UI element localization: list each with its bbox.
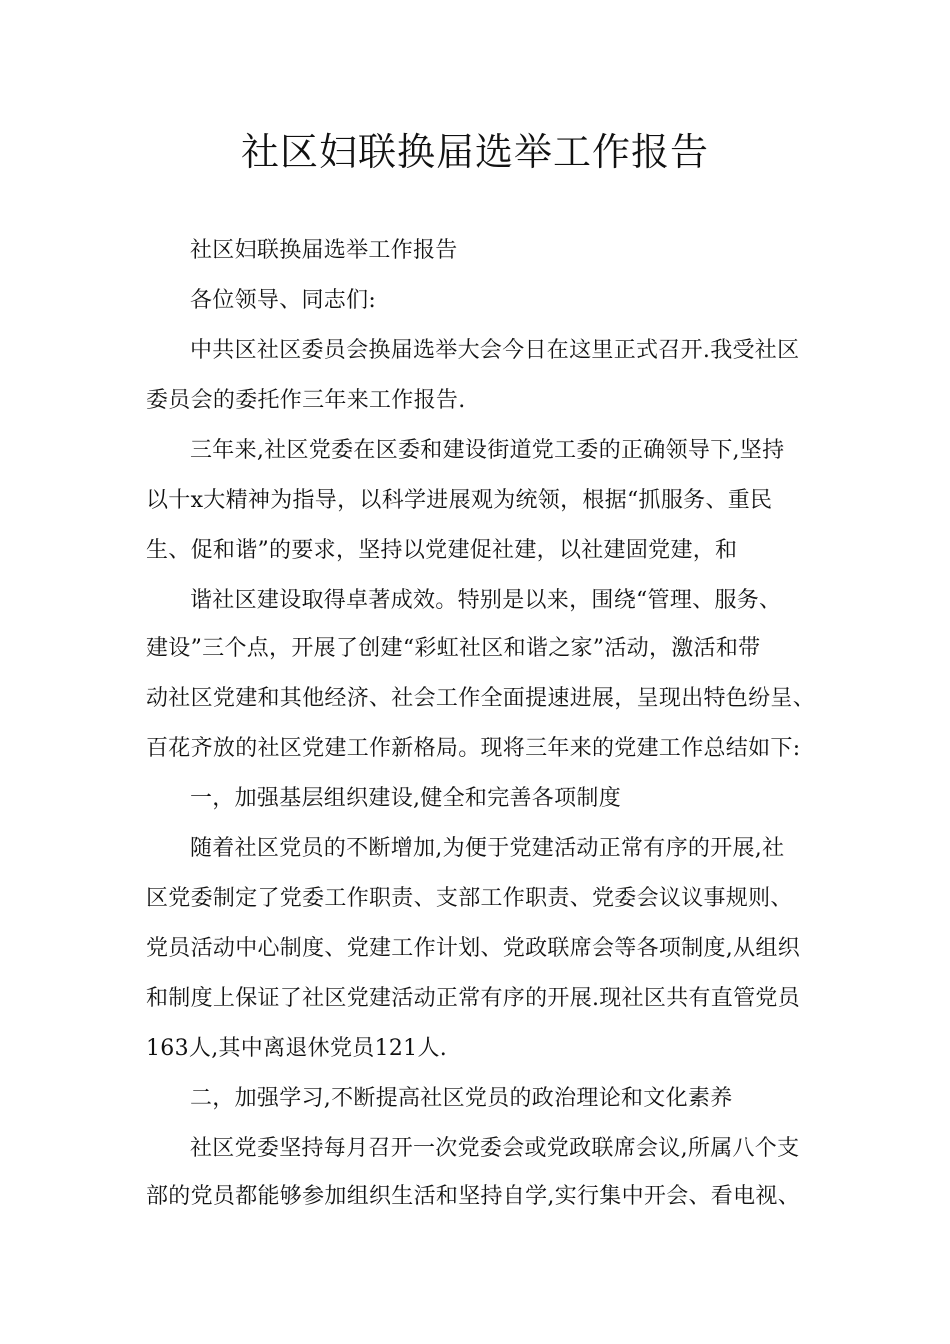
paragraph-line: 随着社区党员的不断增加,为便于党建活动正常有序的开展,社 xyxy=(190,836,785,861)
paragraph-line: 建设”三个点，开展了创建“彩虹社区和谐之家”活动，激活和带 xyxy=(146,636,761,661)
paragraph-line: 委员会的委托作三年来工作报告. xyxy=(146,388,466,413)
paragraph-line: 各位领导、同志们: xyxy=(190,288,377,313)
paragraph-line: 社区党委坚持每月召开一次党委会或党政联席会议,所属八个支 xyxy=(190,1136,800,1161)
section-heading: 二，加强学习,不断提高社区党员的政治理论和文化素养 xyxy=(190,1086,733,1111)
paragraph-line: 三年来,社区党委在区委和建设街道党工委的正确领导下,坚持 xyxy=(190,438,785,463)
paragraph-line: 以十x大精神为指导，以科学进展观为统领，根据“抓服务、重民 xyxy=(146,488,773,513)
paragraph-line: 中共区社区委员会换届选举大会今日在这里正式召开.我受社区 xyxy=(190,338,800,363)
section-heading: 一，加强基层组织建设,健全和完善各项制度 xyxy=(190,786,621,811)
paragraph-line: 163人,其中离退休党员121人. xyxy=(146,1036,448,1061)
paragraph-line: 和制度上保证了社区党建活动正常有序的开展.现社区共有直管党员 xyxy=(146,986,800,1011)
paragraph-line: 部的党员都能够参加组织生活和坚持自学,实行集中开会、看电视、 xyxy=(146,1184,800,1209)
paragraph-line: 百花齐放的社区党建工作新格局。现将三年来的党建工作总结如下: xyxy=(146,736,801,761)
paragraph-line: 区党委制定了党委工作职责、支部工作职责、党委会议议事规则、 xyxy=(146,886,793,911)
paragraph-line: 社区妇联换届选举工作报告 xyxy=(190,238,458,263)
document-title: 社区妇联换届选举工作报告 xyxy=(240,130,709,174)
paragraph-line: 党员活动中心制度、党建工作计划、党政联席会等各项制度,从组织 xyxy=(146,936,800,961)
paragraph-line: 生、促和谐”的要求，坚持以党建促社建，以社建固党建，和 xyxy=(146,538,738,563)
paragraph-line: 动社区党建和其他经济、社会工作全面提速进展，呈现出特色纷呈、 xyxy=(146,686,816,711)
paragraph-line: 谐社区建设取得卓著成效。特别是以来，围绕“管理、服务、 xyxy=(190,588,782,613)
